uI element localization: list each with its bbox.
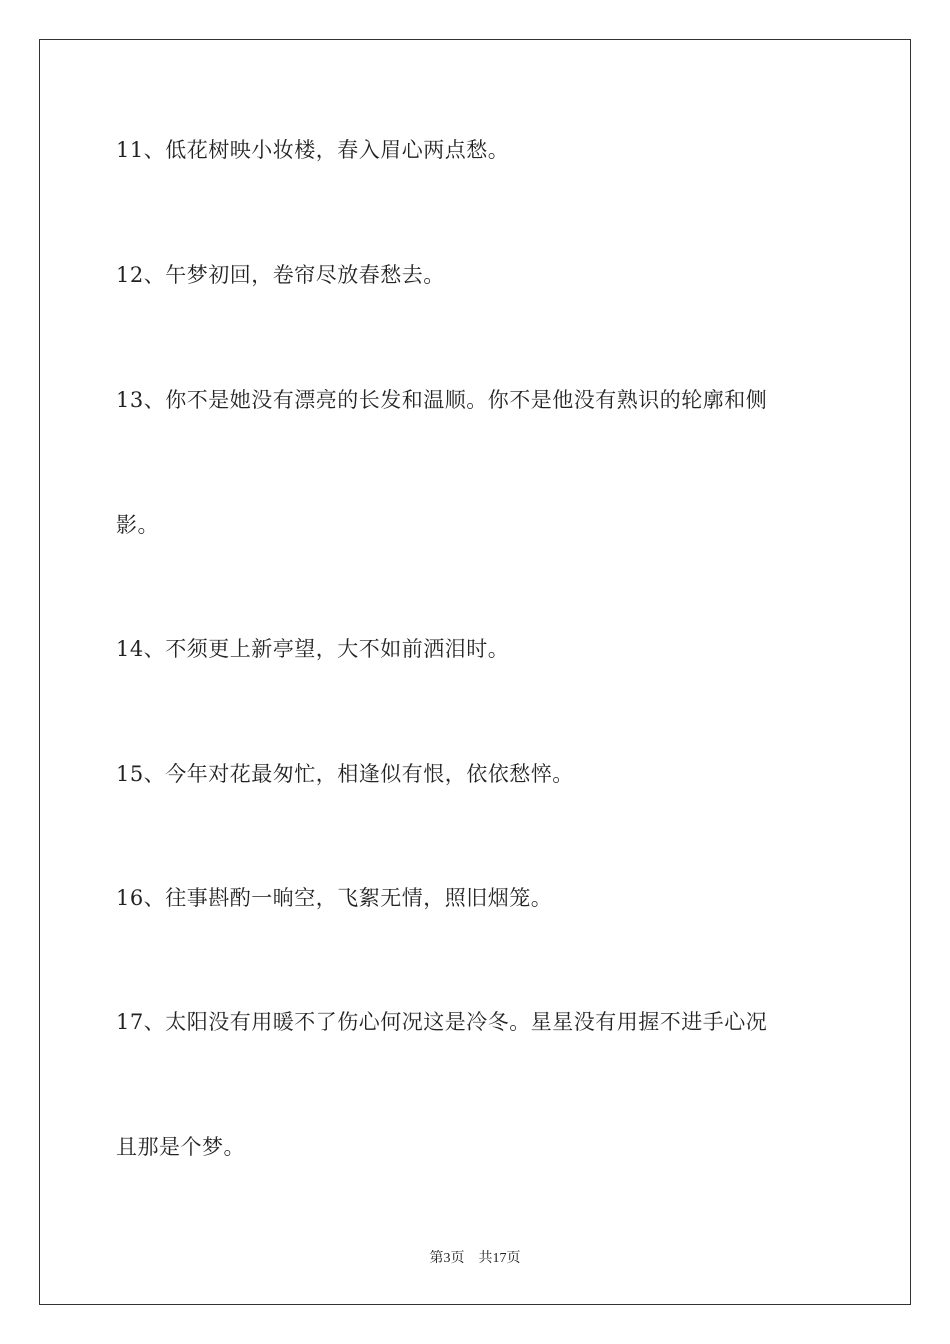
text-line-17-cont: 且那是个梦。: [116, 1135, 245, 1159]
text-line-12: 12、午梦初回，卷帘尽放春愁去。: [116, 263, 445, 287]
text-line-14: 14、不须更上新亭望，大不如前洒泪时。: [116, 637, 510, 661]
text-line-11: 11、低花树映小妆楼，春入眉心两点愁。: [116, 138, 510, 162]
text-line-15: 15、今年对花最匆忙，相逢似有恨，依依愁悴。: [116, 762, 574, 786]
page-footer: [0, 1247, 950, 1267]
text-line-13: 13、你不是她没有漂亮的长发和温顺。你不是他没有熟识的轮廓和侧: [116, 388, 768, 412]
text-line-13-cont: 影。: [116, 513, 159, 537]
page-total: 共17页: [478, 1251, 521, 1266]
text-line-16: 16、往事斟酌一晌空，飞絮无情，照旧烟笼。: [116, 886, 553, 910]
text-line-17: 17、太阳没有用暖不了伤心何况这是冷冬。星星没有用握不进手心况: [116, 1010, 768, 1034]
page-border: [39, 39, 911, 1305]
page-number: 第3页: [429, 1251, 465, 1266]
